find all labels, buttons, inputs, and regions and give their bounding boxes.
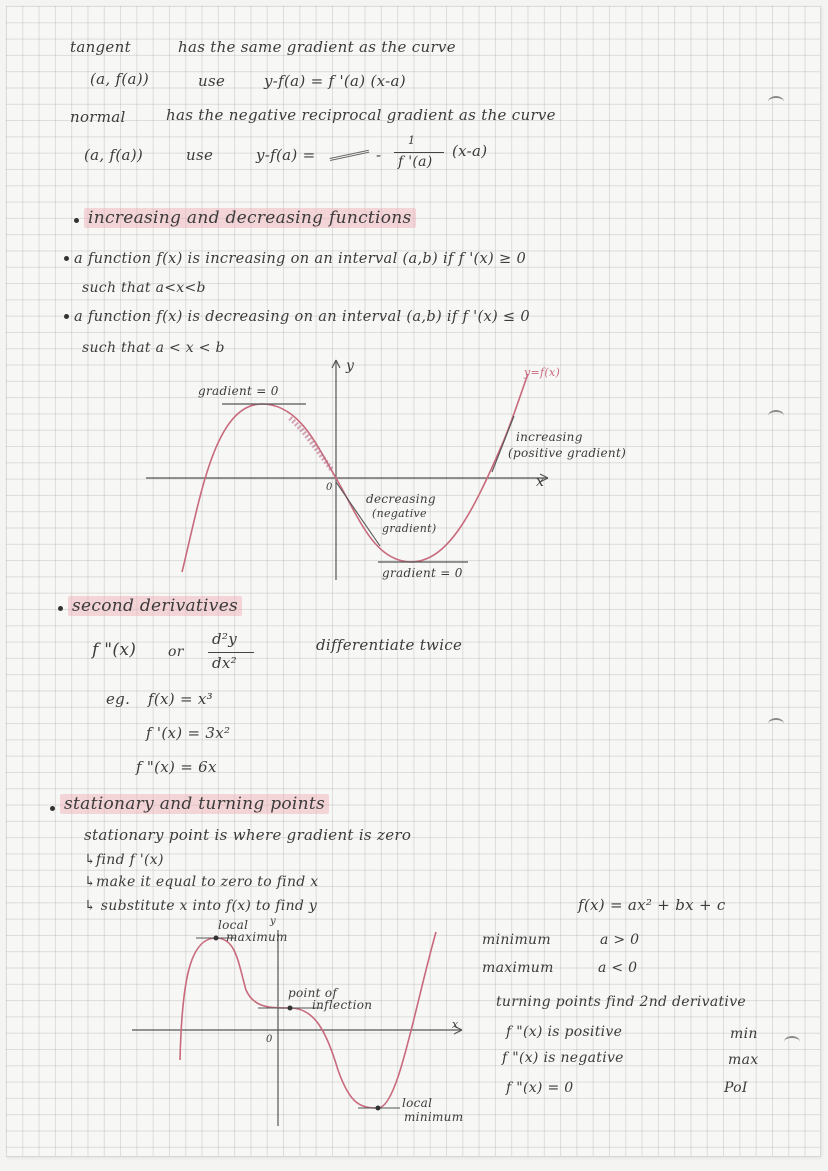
increasing-line-1: a function f(x) is increasing on an interval (a,b) if f '(x) ≥ 0 (74, 250, 527, 267)
second-frac-den: dx² (212, 654, 237, 672)
maximum-label: maximum (482, 960, 554, 976)
rule-2-result: max (728, 1052, 759, 1068)
second-or: or (168, 644, 184, 660)
graph1-increasing-2: (positive gradient) (508, 446, 627, 460)
graph1-x-label: x (536, 474, 545, 490)
inflection-point (288, 1006, 293, 1011)
minimum-label: minimum (482, 932, 551, 948)
local-max-label-1: local (218, 918, 249, 932)
graph1-origin: 0 (326, 482, 333, 493)
normal-description: has the negative reciprocal gradient as the curve (166, 106, 556, 124)
graph1-gradient-top: gradient = 0 (198, 384, 279, 398)
local-max-point (214, 936, 219, 941)
graph2-y-label: y (270, 916, 276, 927)
maximum-condition: a < 0 (598, 960, 638, 976)
graph1-y-label: y (346, 358, 355, 374)
inflection-label-2: inflection (312, 998, 373, 1012)
rule-3-result: PoI (724, 1080, 748, 1096)
stationary-step-3: ↳ substitute x into f(x) to find y (84, 898, 318, 914)
example-3: f "(x) = 6x (136, 758, 217, 776)
curve (180, 932, 436, 1108)
stationary-step-2: ↳make it equal to zero to find x (84, 874, 319, 890)
normal-eq-denominator: f '(a) (398, 154, 433, 170)
example-2: f '(x) = 3x² (146, 724, 231, 742)
graph1-curve-label: y=f(x) (524, 366, 561, 379)
rule-3: f "(x) = 0 (506, 1080, 574, 1096)
normal-eq-right: (x-a) (452, 142, 488, 160)
stationary-step-1: ↳find f '(x) (84, 852, 164, 868)
normal-eq-minus: - (376, 146, 382, 164)
minimum-condition: a > 0 (600, 932, 640, 948)
heading-text: second derivatives (68, 596, 242, 616)
tangent-description: has the same gradient as the curve (178, 38, 456, 56)
tangent-label: tangent (70, 38, 131, 56)
graph1-decreasing-2: (negative (372, 507, 427, 520)
example-label: eg. (106, 690, 131, 708)
second-note: differentiate twice (316, 636, 463, 654)
decreasing-line-2: such that a < x < b (82, 340, 225, 356)
example-1: f(x) = x³ (148, 690, 213, 708)
normal-eq-numerator: 1 (408, 134, 416, 147)
tangent-point: (a, f(a)) (90, 70, 150, 88)
local-min-label-1: local (402, 1096, 433, 1110)
quadratic-form: f(x) = ax² + bx + c (578, 896, 726, 914)
increasing-line-2: such that a<x<b (82, 280, 206, 296)
second-notation: f "(x) (92, 640, 137, 660)
local-max-label-2: maximum (226, 930, 288, 944)
graph1-decreasing-3: gradient) (382, 522, 437, 535)
heading-text: stationary and turning points (60, 794, 329, 814)
rule-2: f "(x) is negative (502, 1050, 624, 1066)
stationary-line-1: stationary point is where gradient is zero (84, 826, 412, 844)
graph1-decreasing-1: decreasing (366, 492, 436, 506)
local-min-point (376, 1106, 381, 1111)
heading-text: increasing and decreasing functions (84, 208, 416, 228)
local-min-label-2: minimum (404, 1110, 464, 1124)
turning-points-heading: turning points find 2nd derivative (496, 994, 746, 1010)
graph1-increasing-1: increasing (516, 430, 583, 444)
graph2-origin: 0 (266, 1034, 273, 1045)
second-frac-num: d²y (212, 630, 237, 648)
inflection-label-1: point of (288, 986, 338, 1000)
graph1-gradient-bottom: gradient = 0 (382, 566, 463, 580)
decreasing-line-1: a function f(x) is decreasing on an interval (a,b) if f '(x) ≤ 0 (74, 308, 530, 325)
tangent-use: use (198, 72, 226, 90)
rule-1-result: min (730, 1026, 758, 1042)
graph2-x-label: x (452, 1018, 459, 1031)
tangent-equation: y-f(a) = f '(a) (x-a) (264, 72, 406, 90)
normal-eq-left: y-f(a) = (256, 146, 316, 164)
normal-point: (a, f(a)) (84, 146, 144, 164)
rule-1: f "(x) is positive (506, 1024, 623, 1040)
normal-use: use (186, 146, 214, 164)
normal-label: normal (70, 108, 126, 126)
